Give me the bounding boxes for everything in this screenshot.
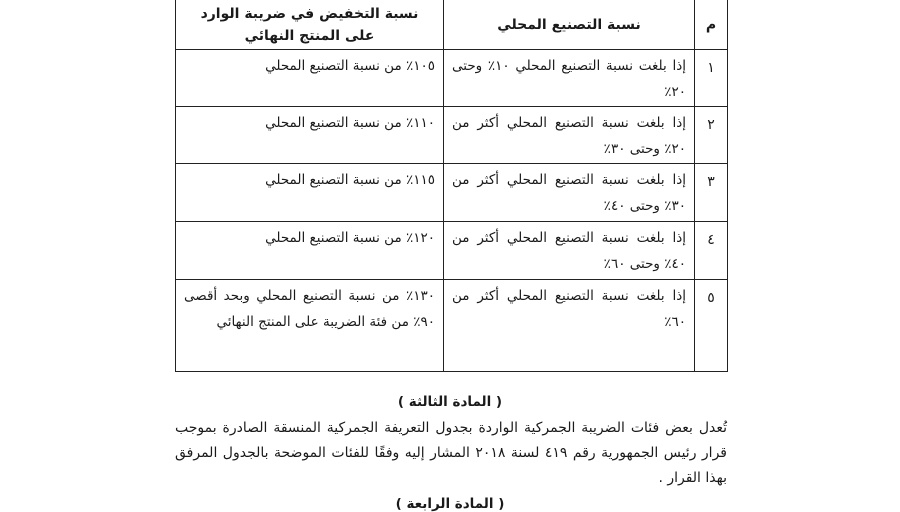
row-reduction: ١١٥٪ من نسبة التصنيع المحلي: [265, 172, 435, 188]
row-local-rate: إذا بلغت نسبة التصنيع المحلي ١٠٪ وحتى ٢٠٪: [452, 58, 686, 100]
row-number: ٢: [707, 117, 715, 133]
header-reduction-line1: نسبة التخفيض في ضريبة الوارد: [200, 5, 419, 22]
row-number: ٤: [707, 232, 715, 248]
article-three-body: [175, 416, 727, 491]
header-reduction-line2: على المنتج النهائي: [244, 27, 375, 44]
row-local-rate: إذا بلغت نسبة التصنيع المحلي أكثر من ٣٠٪ وحتى ٤٠٪: [452, 172, 686, 214]
row-reduction: ١٢٠٪ من نسبة التصنيع المحلي: [265, 230, 435, 246]
article-four-title: ( المادة الرابعة ): [395, 496, 505, 512]
table-row: [176, 164, 728, 222]
row-reduction: ١١٠٪ من نسبة التصنيع المحلي: [265, 115, 435, 131]
row-reduction: ١٠٥٪ من نسبة التصنيع المحلي: [265, 58, 435, 74]
row-local-rate: إذا بلغت نسبة التصنيع المحلي أكثر من ٤٠٪ وحتى ٦٠٪: [452, 230, 686, 272]
row-local-rate: إذا بلغت نسبة التصنيع المحلي أكثر من ٦٠٪: [452, 288, 686, 330]
row-number: ٣: [707, 174, 715, 190]
table-row: [176, 50, 728, 107]
row-number: ٥: [707, 290, 715, 306]
article-three-paragraph: تُعدل بعض فئات الضريبة الجمركية الواردة بجدول التعريفة الجمركية المنسقة الصادرة بموجب قرار رئيس الجمهورية رقم ٤١٩ لسنة ٢٠١٨ المشار إليه وفقًا للفئات الموضحة بالجدول المرفق بهذا القرار .: [175, 420, 727, 486]
header-number: م: [695, 0, 728, 50]
row-local-rate: إذا بلغت نسبة التصنيع المحلي أكثر من ٢٠٪ وحتى ٣٠٪: [452, 115, 686, 157]
table-row: [176, 280, 728, 372]
row-reduction: ١٣٠٪ من نسبة التصنيع المحلي وبحد أقصى ٩٠٪ من فئة الضريبة على المنتج النهائي: [184, 288, 435, 330]
header-reduction-rate: [176, 0, 444, 50]
local-manufacturing-table: [175, 0, 728, 372]
row-number: ١: [707, 60, 715, 76]
table-row: [176, 107, 728, 164]
header-local-rate: نسبة التصنيع المحلي: [444, 0, 695, 50]
table-row: [176, 222, 728, 280]
table-header-row: [176, 0, 728, 50]
article-three-title: ( المادة الثالثة ): [397, 394, 503, 410]
